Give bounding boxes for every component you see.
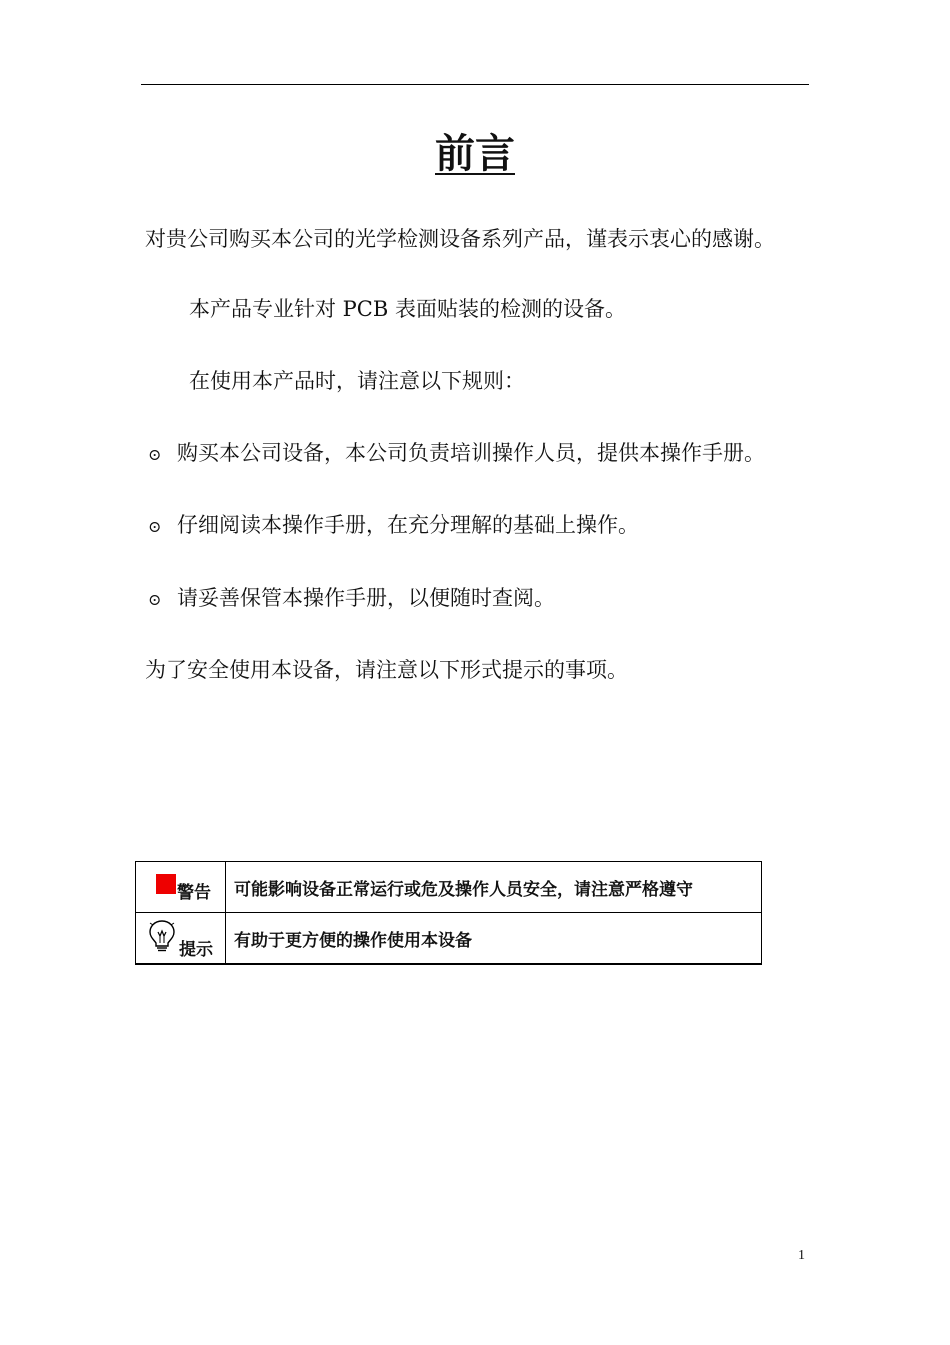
notice-table [135, 861, 762, 965]
safety-intro-paragraph: 为了安全使用本设备，请注意以下形式提示的事项。 [145, 658, 628, 682]
bullet-symbol: ⊙ [148, 445, 162, 464]
rules-intro-paragraph: 在使用本产品时，请注意以下规则： [189, 369, 525, 393]
red-square-icon [156, 874, 176, 894]
warning-row [136, 862, 762, 913]
page-number: 1 [798, 1248, 805, 1263]
warning-label: 警告 [177, 883, 211, 903]
tip-text: 有助于更方便的操作使用本设备 [226, 913, 762, 965]
warning-label-cell [136, 862, 226, 913]
bullet-item [148, 438, 765, 470]
bullet-symbol: ⊙ [148, 517, 162, 536]
warning-text: 可能影响设备正常运行或危及操作人员安全，请注意严格遵守 [226, 862, 762, 913]
page-title-text: 前言 [435, 130, 515, 177]
header-rule [141, 84, 809, 85]
bullet-text: 请妥善保管本操作手册，以便随时查阅。 [177, 586, 555, 610]
page-title [0, 128, 950, 180]
bullet-symbol: ⊙ [148, 590, 162, 609]
bullet-item [148, 583, 555, 615]
bullet-item [148, 510, 639, 542]
tip-row [136, 913, 762, 965]
tip-label-cell [136, 913, 226, 965]
tip-label: 提示 [179, 940, 213, 960]
bullet-text: 购买本公司设备，本公司负责培训操作人员，提供本操作手册。 [177, 441, 765, 465]
thanks-paragraph: 对贵公司购买本公司的光学检测设备系列产品，谨表示衷心的感谢。 [145, 227, 775, 251]
lightbulb-icon [148, 919, 176, 953]
product-paragraph: 本产品专业针对 PCB 表面贴装的检测的设备。 [189, 297, 626, 321]
bullet-text: 仔细阅读本操作手册，在充分理解的基础上操作。 [177, 513, 639, 537]
